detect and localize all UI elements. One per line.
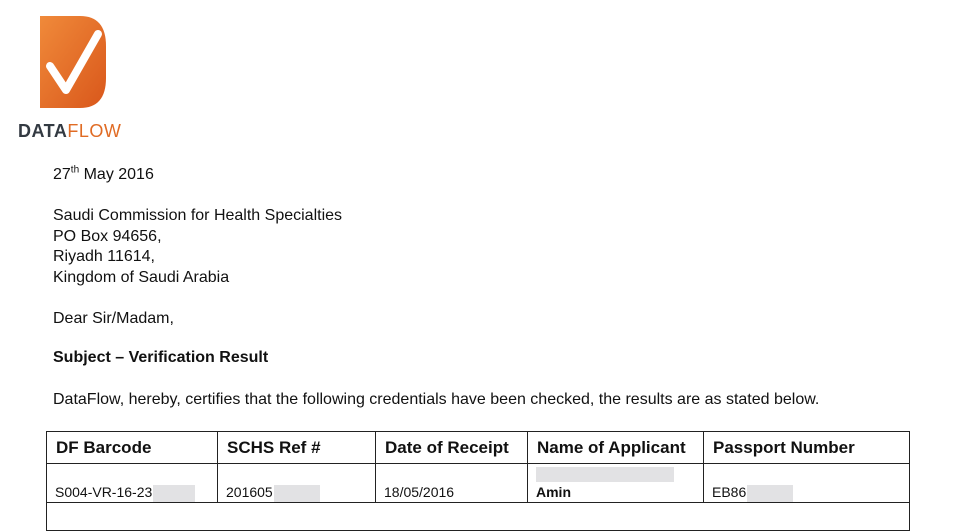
header-df-barcode: DF Barcode bbox=[47, 432, 218, 463]
date-of-receipt-value: 18/05/2016 bbox=[384, 484, 455, 500]
letter-date bbox=[53, 165, 154, 185]
address-line: Saudi Commission for Health Specialties bbox=[53, 207, 343, 224]
table-row bbox=[47, 464, 909, 503]
checkmark-d-logo-icon bbox=[40, 16, 106, 108]
redaction-block bbox=[536, 467, 674, 482]
cell-df-barcode bbox=[47, 464, 218, 502]
certification-statement: DataFlow, hereby, certifies that the following credentials have been checked, the results are as stated below. bbox=[53, 391, 820, 408]
cell-schs-ref bbox=[218, 464, 376, 502]
applicant-name-value: Amin bbox=[536, 484, 571, 500]
logo-text-data: DATA bbox=[18, 121, 68, 141]
cell-passport-number bbox=[704, 464, 909, 502]
passport-text-wrap bbox=[712, 484, 793, 502]
date-rest: May 2016 bbox=[79, 166, 154, 183]
logo-text-flow: FLOW bbox=[67, 121, 122, 141]
dataflow-logo bbox=[18, 14, 138, 144]
recipient-address bbox=[53, 206, 342, 288]
header-passport-number: Passport Number bbox=[713, 438, 855, 457]
barcode-value: S004-VR-16-23 bbox=[55, 484, 153, 500]
address-line: Kingdom of Saudi Arabia bbox=[53, 268, 230, 286]
redaction-block bbox=[274, 485, 320, 502]
cell-date-of-receipt bbox=[376, 464, 528, 502]
salutation: Dear Sir/Madam, bbox=[53, 310, 174, 327]
cell-name-of-applicant bbox=[528, 464, 704, 502]
redaction-block bbox=[747, 485, 793, 502]
header-schs-ref: SCHS Ref # bbox=[218, 432, 376, 463]
date-day: 27 bbox=[53, 166, 71, 183]
schs-ref-value: 201605 bbox=[226, 484, 273, 500]
logo-wordmark bbox=[18, 121, 138, 142]
address-line: Riyadh 11614, bbox=[53, 248, 155, 265]
address-line: PO Box 94656, bbox=[53, 227, 162, 245]
table-header-row bbox=[47, 432, 909, 464]
redaction-block bbox=[153, 485, 195, 502]
date-suffix: th bbox=[70, 164, 80, 176]
header-date-of-receipt: Date of Receipt bbox=[376, 432, 528, 463]
header-name-of-applicant: Name of Applicant bbox=[528, 432, 704, 463]
subject-line: Subject – Verification Result bbox=[53, 349, 269, 366]
schs-text-wrap bbox=[226, 484, 320, 502]
barcode-text-wrap bbox=[55, 484, 195, 502]
passport-value: EB86 bbox=[712, 484, 747, 500]
verification-table bbox=[46, 431, 910, 531]
